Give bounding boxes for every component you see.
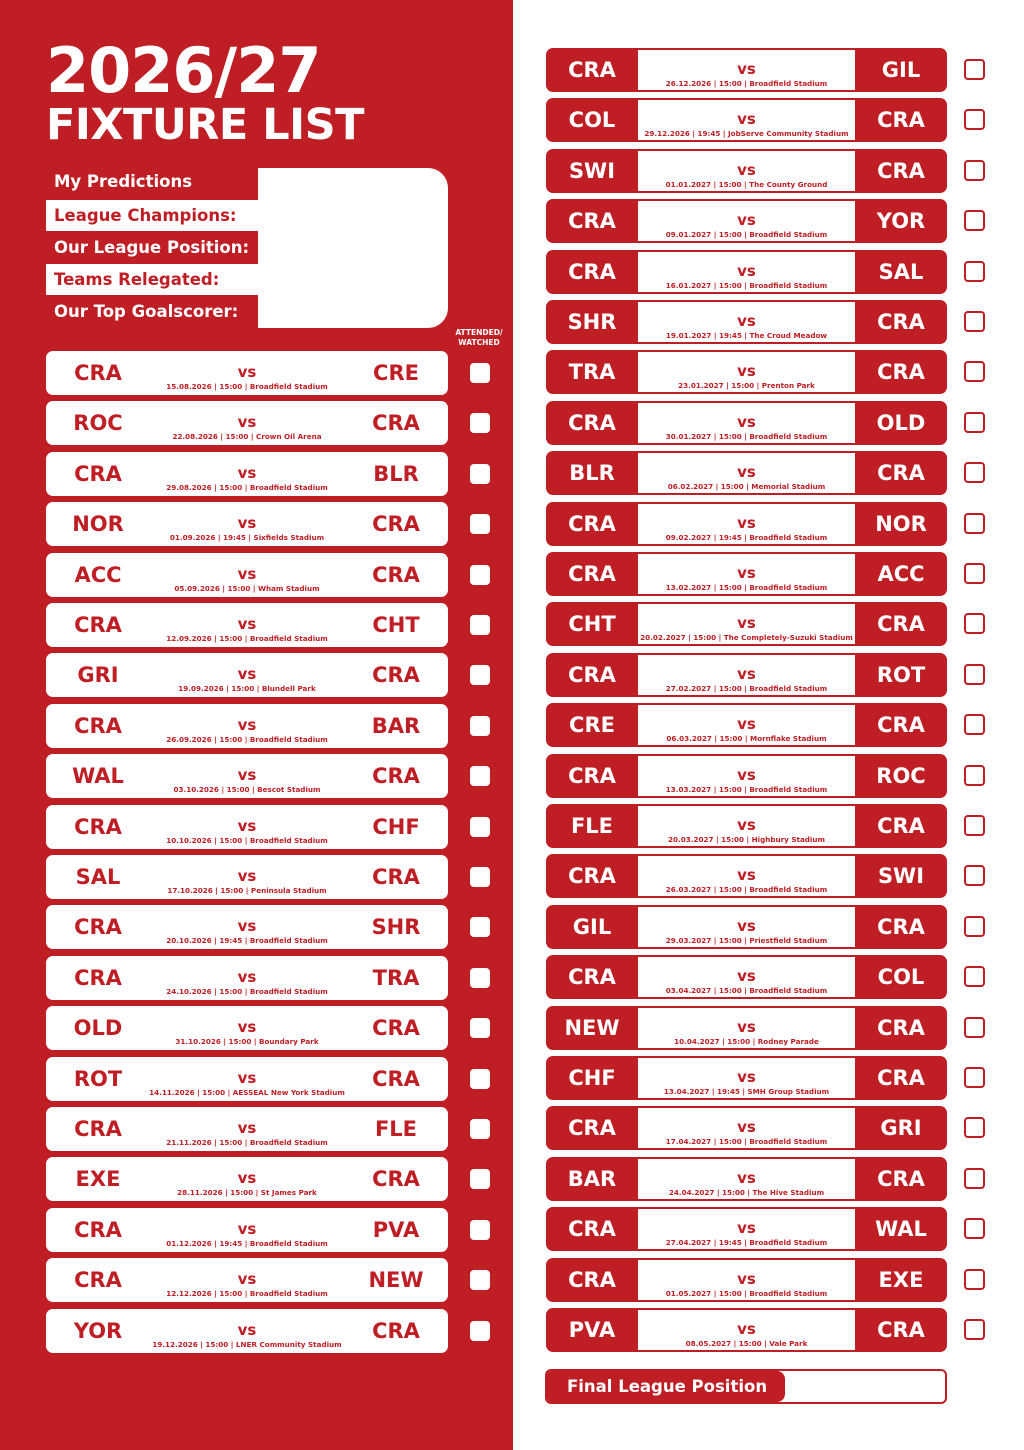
vs-label: vs: [237, 1169, 257, 1188]
away-team: CRA: [372, 764, 420, 789]
away-team: EXE: [878, 1267, 924, 1292]
home-team: CRA: [568, 259, 616, 284]
away-team: CRA: [877, 1166, 925, 1191]
attended-checkbox[interactable]: [964, 765, 985, 786]
vs-label: vs: [737, 816, 756, 834]
attended-checkbox[interactable]: [470, 867, 490, 887]
home-team: CRA: [74, 1117, 122, 1141]
attended-checkbox[interactable]: [964, 109, 985, 130]
fixture-date-venue: 10.10.2026 | 15:00 | Broadfield Stadium: [166, 835, 328, 845]
fixture-date-venue: 31.10.2026 | 15:00 | Boundary Park: [175, 1037, 319, 1047]
vs-label: vs: [237, 1119, 257, 1137]
vs-label: vs: [737, 362, 756, 381]
away-team: ROT: [876, 662, 926, 687]
fixture-row: [46, 553, 448, 597]
attended-checkbox[interactable]: [470, 1018, 490, 1038]
home-team: ACC: [74, 562, 122, 587]
fixture-row: [546, 1157, 947, 1201]
away-team: CRA: [877, 914, 925, 939]
away-team: COL: [877, 965, 925, 990]
away-team: BLR: [373, 461, 419, 486]
fixture-date-venue: 05.09.2026 | 15:00 | Wham Stadium: [174, 583, 320, 593]
fixture-date-venue: 28.11.2026 | 15:00 | St James Park: [177, 1188, 317, 1198]
away-team: WAL: [875, 1217, 927, 1242]
attended-checkbox[interactable]: [964, 815, 985, 836]
fixture-row: [46, 1258, 448, 1302]
vs-label: vs: [737, 1068, 756, 1086]
fixture-date-venue: 03.04.2027 | 15:00 | Broadfield Stadium: [665, 986, 828, 996]
vs-label: vs: [737, 513, 756, 532]
away-team: CRA: [877, 310, 925, 334]
home-team: CRA: [568, 1217, 616, 1242]
fixture-row: [46, 1107, 448, 1151]
fixture-date-venue: 20.10.2026 | 19:45 | Broadfield Stadium: [166, 936, 328, 946]
home-team: CRA: [74, 1268, 122, 1293]
vs-label: vs: [237, 363, 257, 381]
fixture-row: [546, 703, 947, 747]
vs-label: vs: [737, 1320, 756, 1338]
home-team: FLE: [570, 814, 614, 838]
attended-checkbox[interactable]: [470, 413, 490, 433]
fixture-row: [46, 452, 448, 496]
fixture-row: [546, 250, 947, 294]
fixture-date-venue: 09.01.2027 | 15:00 | Broadfield Stadium: [665, 230, 828, 240]
away-team: CRA: [372, 1318, 420, 1343]
attended-checkbox[interactable]: [964, 1218, 985, 1239]
fixture-row: [46, 1057, 448, 1101]
fixture-row: [546, 1258, 947, 1302]
fixture-date-venue: 26.12.2026 | 15:00 | Broadfield Stadium: [665, 79, 828, 88]
fixture-date-venue: 16.01.2027 | 15:00 | Broadfield Stadium: [665, 280, 828, 290]
fixture-date-venue: 01.01.2027 | 15:00 | The County Ground: [665, 179, 828, 189]
fixture-date-venue: 13.03.2027 | 15:00 | Broadfield Stadium: [665, 784, 828, 794]
attended-checkbox[interactable]: [964, 462, 985, 483]
fixture-date-venue: 13.04.2027 | 19:45 | SMH Group Stadium: [663, 1087, 830, 1096]
attended-checkbox[interactable]: [470, 1321, 490, 1341]
attended-checkbox[interactable]: [470, 716, 490, 736]
fixture-row: [546, 350, 947, 394]
attended-checkbox[interactable]: [470, 766, 490, 786]
vs-label: vs: [737, 564, 756, 582]
attended-checkbox[interactable]: [964, 59, 985, 80]
home-team: ROC: [73, 411, 123, 436]
home-team: CRA: [568, 662, 616, 687]
vs-label: vs: [737, 1269, 756, 1288]
home-team: SWI: [568, 158, 616, 183]
fixture-date-venue: 27.02.2027 | 15:00 | Broadfield Stadium: [665, 683, 828, 693]
prediction-league-champions: League Champions:: [46, 200, 258, 231]
home-team: CRA: [568, 965, 616, 990]
fixture-date-venue: 08.05.2027 | 15:00 | Vale Park: [685, 1339, 808, 1348]
attended-checkbox[interactable]: [470, 817, 490, 837]
home-team: ROT: [73, 1066, 123, 1091]
vs-label: vs: [737, 1219, 756, 1238]
attended-checkbox[interactable]: [470, 615, 490, 635]
vs-label: vs: [737, 110, 756, 129]
prediction-top-goalscorer: Our Top Goalscorer:: [46, 296, 258, 327]
home-team: CRA: [74, 915, 122, 940]
fixture-row: [546, 804, 947, 848]
attended-checkbox[interactable]: [470, 917, 490, 937]
away-team: CRA: [877, 612, 925, 637]
attended-checkbox[interactable]: [964, 613, 985, 634]
fixture-row: [546, 1056, 947, 1100]
home-team: CHF: [568, 1066, 616, 1090]
fixture-date-venue: 17.10.2026 | 15:00 | Peninsula Stadium: [167, 886, 327, 895]
vs-label: vs: [737, 715, 756, 734]
fixture-row: [546, 905, 947, 949]
fixture-date-venue: 27.04.2027 | 19:45 | Broadfield Stadium: [665, 1238, 828, 1248]
away-team: BAR: [371, 713, 421, 738]
away-team: CRA: [372, 562, 420, 587]
vs-label: vs: [737, 765, 756, 784]
fixture-date-venue: 29.03.2027 | 15:00 | Priestfield Stadium: [665, 935, 828, 945]
vs-label: vs: [737, 60, 756, 78]
attended-checkbox[interactable]: [470, 464, 490, 484]
home-team: SAL: [75, 865, 121, 889]
home-team: CRA: [74, 814, 122, 839]
fixture-date-venue: 19.12.2026 | 15:00 | LNER Community Stadium: [152, 1339, 342, 1349]
attended-checkbox[interactable]: [470, 1220, 490, 1240]
fixture-date-venue: 15.08.2026 | 15:00 | Broadfield Stadium: [166, 382, 328, 391]
vs-label: vs: [237, 463, 257, 482]
home-team: CRA: [568, 410, 616, 435]
fixture-row: [46, 401, 448, 445]
away-team: CRA: [877, 814, 925, 838]
attended-checkbox[interactable]: [470, 514, 490, 534]
home-team: OLD: [73, 1016, 123, 1041]
away-team: SWI: [877, 864, 925, 889]
home-team: CRA: [568, 209, 616, 234]
vs-label: vs: [237, 715, 257, 734]
attended-checkbox[interactable]: [470, 1270, 490, 1290]
fixture-row: [46, 956, 448, 1000]
fixture-date-venue: 22.08.2026 | 15:00 | Crown Oil Arena: [172, 432, 322, 442]
attended-checkbox[interactable]: [964, 513, 985, 534]
away-team: NOR: [875, 511, 927, 536]
fixture-row: [546, 955, 947, 999]
fixture-date-venue: 23.01.2027 | 15:00 | Prenton Park: [678, 381, 815, 391]
attended-checkbox[interactable]: [470, 1119, 490, 1139]
vs-label: vs: [737, 664, 756, 683]
fixture-date-venue: 29.08.2026 | 15:00 | Broadfield Stadium: [166, 482, 328, 492]
away-team: CRA: [877, 108, 925, 133]
attended-checkbox[interactable]: [964, 412, 985, 433]
fixture-row: [546, 401, 947, 445]
vs-label: vs: [237, 1219, 257, 1238]
vs-label: vs: [237, 917, 257, 936]
attended-checkbox[interactable]: [470, 1069, 490, 1089]
vs-label: vs: [737, 916, 756, 935]
fixture-row: [46, 1157, 448, 1201]
attended-checkbox[interactable]: [964, 1067, 985, 1088]
away-team: CRA: [372, 1016, 420, 1041]
fixture-row: [546, 854, 947, 898]
fixture-row: [46, 603, 448, 647]
attended-checkbox[interactable]: [964, 1117, 985, 1138]
attended-checkbox[interactable]: [964, 865, 985, 886]
fixture-row: [546, 602, 947, 646]
home-team: SHR: [567, 310, 617, 334]
fixture-date-venue: 19.01.2027 | 19:45 | The Croud Meadow: [665, 331, 828, 340]
fixture-row: [546, 48, 947, 92]
fixture-date-venue: 24.10.2026 | 15:00 | Broadfield Stadium: [166, 986, 328, 996]
predictions-answer-box[interactable]: [258, 168, 448, 328]
fixture-row: [46, 653, 448, 697]
home-team: CRA: [74, 361, 122, 385]
attended-checkbox[interactable]: [470, 363, 490, 383]
vs-label: vs: [737, 967, 756, 986]
away-team: CRA: [877, 1066, 925, 1090]
fixture-date-venue: 10.04.2027 | 15:00 | Rodney Parade: [674, 1036, 819, 1046]
fixture-row: [546, 149, 947, 193]
home-team: CRA: [568, 1116, 616, 1141]
home-team: GRI: [77, 663, 119, 688]
away-team: YOR: [876, 209, 926, 234]
vs-label: vs: [237, 1018, 257, 1037]
attended-checkbox[interactable]: [964, 1168, 985, 1189]
fixture-row: [546, 451, 947, 495]
fixture-row: [546, 199, 947, 243]
vs-label: vs: [737, 160, 756, 179]
attended-checkbox[interactable]: [964, 916, 985, 937]
home-team: NOR: [72, 512, 124, 537]
attended-checkbox[interactable]: [964, 361, 985, 382]
final-league-position-box[interactable]: [545, 1369, 947, 1404]
fixture-row: [46, 1208, 448, 1252]
away-team: CRA: [877, 713, 925, 738]
home-team: PVA: [568, 1318, 616, 1342]
home-team: CRA: [74, 713, 122, 738]
away-team: PVA: [372, 1217, 420, 1242]
away-team: CRA: [372, 865, 420, 889]
fixture-date-venue: 26.09.2026 | 15:00 | Broadfield Stadium: [166, 734, 328, 744]
fixture-date-venue: 19.09.2026 | 15:00 | Blundell Park: [178, 684, 316, 694]
fixture-row: [46, 351, 448, 395]
fixture-date-venue: 26.03.2027 | 15:00 | Broadfield Stadium: [665, 885, 828, 895]
away-team: ACC: [877, 562, 925, 586]
home-team: CRA: [568, 1267, 616, 1292]
attended-checkbox[interactable]: [964, 261, 985, 282]
home-team: CRA: [74, 613, 122, 637]
away-team: CRA: [372, 512, 420, 537]
prediction-teams-relegated: Teams Relegated:: [46, 264, 258, 295]
home-team: NEW: [564, 1015, 620, 1040]
home-team: CRE: [569, 713, 615, 738]
prediction-league-position: Our League Position:: [46, 232, 258, 263]
fixture-date-venue: 09.02.2027 | 19:45 | Broadfield Stadium: [665, 532, 828, 542]
home-team: CRA: [568, 511, 616, 536]
away-team: CRA: [877, 461, 925, 486]
fixture-row: [546, 754, 947, 798]
away-team: CHF: [372, 814, 420, 839]
home-team: CHT: [568, 612, 616, 637]
vs-label: vs: [237, 564, 257, 583]
away-team: CRE: [373, 361, 419, 385]
vs-label: vs: [737, 211, 756, 230]
away-team: FLE: [374, 1117, 418, 1141]
home-team: EXE: [75, 1167, 121, 1192]
attended-checkbox[interactable]: [470, 665, 490, 685]
fixture-date-venue: 20.03.2027 | 15:00 | Highbury Stadium: [667, 835, 826, 844]
vs-label: vs: [737, 261, 756, 280]
fixture-date-venue: 03.10.2026 | 15:00 | Bescot Stadium: [173, 785, 321, 795]
attended-checkbox[interactable]: [470, 1169, 490, 1189]
vs-label: vs: [737, 1118, 756, 1137]
attended-checkbox[interactable]: [470, 968, 490, 988]
fixture-row: [546, 1006, 947, 1050]
fixture-row: [546, 1106, 947, 1150]
home-team: GIL: [572, 914, 612, 939]
vs-label: vs: [737, 412, 756, 431]
attended-checkbox[interactable]: [964, 1269, 985, 1290]
fixture-row: [546, 1207, 947, 1251]
vs-label: vs: [237, 615, 257, 633]
vs-label: vs: [237, 816, 257, 835]
home-team: CRA: [74, 965, 122, 990]
away-team: CRA: [372, 663, 420, 688]
fixture-date-venue: 29.12.2026 | 19:45 | JobServe Community Stadium: [644, 129, 849, 139]
home-team: CRA: [74, 461, 122, 486]
away-team: ROC: [876, 763, 926, 788]
fixture-date-venue: 06.03.2027 | 15:00 | Mornflake Stadium: [666, 734, 827, 744]
fixture-date-venue: 01.09.2026 | 19:45 | Sixfields Stadium: [169, 533, 325, 543]
vs-label: vs: [737, 1017, 756, 1036]
attended-checkbox[interactable]: [470, 565, 490, 585]
away-team: CRA: [877, 1015, 925, 1040]
fixture-row: [546, 552, 947, 596]
fixture-date-venue: 20.02.2027 | 15:00 | The Completely-Suzuki Stadium: [640, 633, 853, 643]
fixture-date-venue: 17.04.2027 | 15:00 | Broadfield Stadium: [665, 1137, 828, 1147]
home-team: CRA: [568, 864, 616, 889]
fixture-row: [46, 855, 448, 899]
away-team: NEW: [368, 1268, 424, 1293]
title-year: 2026/27: [46, 34, 321, 107]
fixture-row: [546, 653, 947, 697]
home-team: BLR: [569, 461, 615, 486]
attended-checkbox[interactable]: [964, 1017, 985, 1038]
title-fixture-list: FIXTURE LIST: [46, 100, 364, 150]
fixture-date-venue: 14.11.2026 | 15:00 | AESSEAL New York Stadium: [149, 1087, 345, 1097]
away-team: OLD: [876, 410, 926, 435]
away-team: TRA: [372, 965, 420, 990]
away-team: SHR: [371, 915, 421, 940]
vs-label: vs: [237, 665, 257, 684]
attended-checkbox[interactable]: [964, 966, 985, 987]
fixture-row: [46, 905, 448, 949]
away-team: CRA: [877, 1318, 925, 1342]
fixture-row: [46, 502, 448, 546]
vs-label: vs: [237, 1068, 257, 1087]
home-team: YOR: [73, 1318, 123, 1343]
attended-checkbox[interactable]: [964, 160, 985, 181]
home-team: CRA: [74, 1217, 122, 1242]
home-team: TRA: [568, 360, 616, 385]
fixture-row: [546, 98, 947, 142]
home-team: BAR: [567, 1166, 617, 1191]
home-team: WAL: [72, 764, 124, 789]
vs-label: vs: [237, 514, 257, 533]
home-team: CRA: [568, 562, 616, 586]
vs-label: vs: [237, 413, 257, 432]
away-team: CRA: [877, 158, 925, 183]
fixture-date-venue: 24.04.2027 | 15:00 | The Hive Stadium: [668, 1187, 825, 1197]
home-team: CRA: [568, 58, 616, 82]
attended-checkbox[interactable]: [964, 311, 985, 332]
fixture-row: [46, 704, 448, 748]
vs-label: vs: [737, 614, 756, 633]
home-team: COL: [568, 108, 616, 133]
fixture-date-venue: 30.01.2027 | 15:00 | Broadfield Stadium: [665, 431, 828, 441]
fixture-date-venue: 13.02.2027 | 15:00 | Broadfield Stadium: [665, 583, 828, 592]
fixture-date-venue: 01.12.2026 | 19:45 | Broadfield Stadium: [166, 1238, 328, 1248]
vs-label: vs: [237, 766, 257, 785]
vs-label: vs: [737, 866, 756, 885]
attended-checkbox[interactable]: [964, 664, 985, 685]
fixture-date-venue: 01.05.2027 | 15:00 | Broadfield Stadium: [665, 1288, 828, 1298]
fixture-row: [546, 300, 947, 344]
away-team: CHT: [372, 613, 420, 637]
vs-label: vs: [737, 1168, 756, 1187]
vs-label: vs: [237, 867, 257, 885]
fixture-row: [46, 1006, 448, 1050]
fixture-row: [46, 754, 448, 798]
vs-label: vs: [737, 463, 756, 482]
away-team: CRA: [877, 360, 925, 385]
home-team: CRA: [568, 763, 616, 788]
attended-watched-label: ATTENDED/ WATCHED: [455, 328, 503, 347]
fixture-date-venue: 21.11.2026 | 15:00 | Broadfield Stadium: [166, 1138, 328, 1147]
away-team: SAL: [878, 259, 924, 284]
predictions-heading: My Predictions: [54, 172, 193, 191]
away-team: GIL: [881, 58, 921, 82]
away-team: GRI: [880, 1116, 922, 1141]
vs-label: vs: [737, 312, 756, 330]
away-team: CRA: [372, 1167, 420, 1192]
attended-checkbox[interactable]: [964, 714, 985, 735]
fixture-row: [46, 1309, 448, 1353]
fixture-row: [546, 502, 947, 546]
fixture-date-venue: 12.09.2026 | 15:00 | Broadfield Stadium: [166, 634, 328, 643]
attended-checkbox[interactable]: [964, 1319, 985, 1340]
final-league-position-label: Final League Position: [547, 1371, 785, 1402]
attended-checkbox[interactable]: [964, 563, 985, 584]
away-team: CRA: [372, 411, 420, 436]
vs-label: vs: [237, 967, 257, 986]
fixture-row: [546, 1308, 947, 1352]
fixture-date-venue: 12.12.2026 | 15:00 | Broadfield Stadium: [166, 1289, 328, 1299]
fixture-row: [46, 805, 448, 849]
vs-label: vs: [237, 1320, 257, 1339]
away-team: CRA: [372, 1066, 420, 1091]
vs-label: vs: [237, 1270, 257, 1289]
attended-checkbox[interactable]: [964, 210, 985, 231]
fixture-date-venue: 06.02.2027 | 15:00 | Memorial Stadium: [667, 482, 826, 492]
